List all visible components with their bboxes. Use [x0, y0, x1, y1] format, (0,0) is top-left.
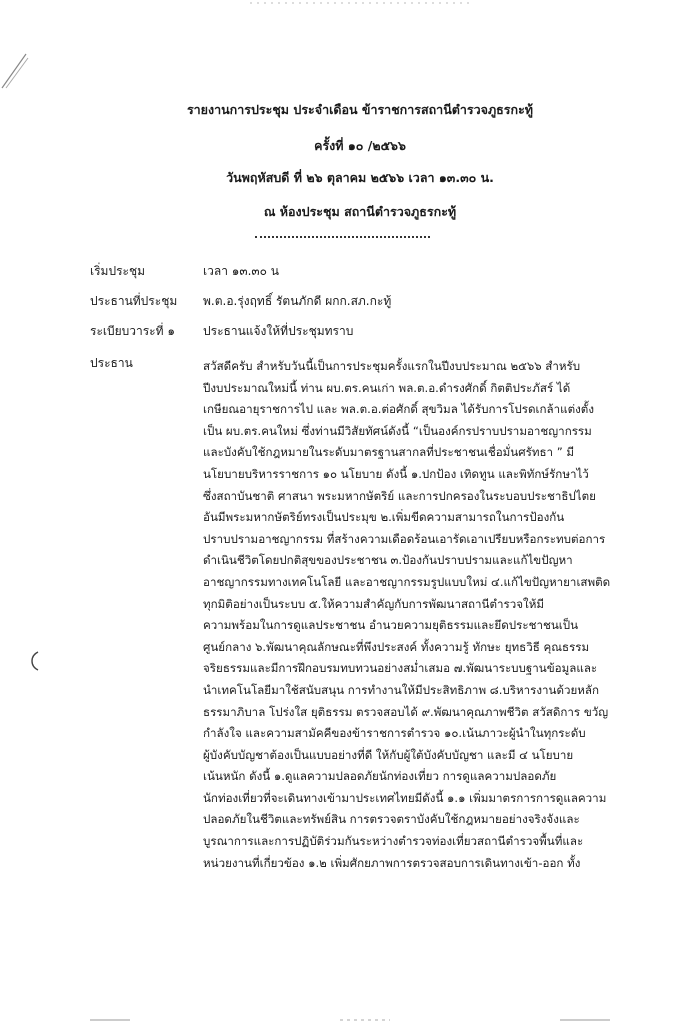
punch-hole-mark [28, 650, 42, 672]
body-line: ทุกมิติอย่างเป็นระบบ ๕.ให้ความสำคัญกับการพัฒนาสถานีตำรวจให้มี [203, 596, 545, 611]
meeting-venue: ณ ห้องประชุม สถานีตำรวจภูธรกะทู้ [263, 204, 457, 219]
body-line: ปลอดภัยในชีวิตและทรัพย์สิน การตรวจตราบังคับใช้กฎหมายอย่างจริงจังและ [203, 812, 580, 827]
meeting-datetime: วันพฤหัสบดี ที่ ๒๖ ตุลาคม ๒๕๖๖ เวลา ๑๓.๓๐ น. [226, 170, 494, 185]
start-label: เริ่มประชุม [90, 264, 146, 278]
body-line: บูรณาการและการปฏิบัติร่วมกันระหว่างตำรวจท่องเที่ยวสถานีตำรวจพื้นที่และ [203, 834, 584, 849]
chair-value: พ.ต.อ.รุ่งฤทธิ์ รัตนภักดี ผกก.สภ.กะทู้ [203, 294, 392, 308]
scan-artifact-bottom [90, 1016, 610, 1024]
agenda-label: ระเบียบวาระที่ ๑ [90, 324, 175, 338]
body-line: เน้นหนัก ดังนี้ ๑.ดูแลความปลอดภัยนักท่องเที่ยว การดูแลความปลอดภัย [203, 769, 557, 784]
body-line: และบังคับใช้กฎหมายในระดับมาตรฐานสากลที่ประชาชนเชื่อมั่นศรัทธา ” มี [203, 445, 575, 460]
scan-artifact-top [250, 0, 470, 6]
agenda-value: ประธานแจ้งให้ที่ประชุมทราบ [203, 324, 354, 338]
body-line: หน่วยงานที่เกี่ยวข้อง ๑.๒ เพิ่มศักยภาพการตรวจสอบการเดินทางเข้า-ออก ทั้ง [203, 855, 581, 870]
body-line: เป็น ผบ.ตร.คนใหม่ ซึ่งท่านมีวิสัยทัศน์ดังนี้ “เป็นองค์กรปราบปรามอาชญากรรม [203, 423, 592, 438]
speech-body [203, 356, 611, 874]
body-line: นำเทคโนโลยีมาใช้สนับสนุน การทำงานให้มีประสิทธิภาพ ๘.บริหารงานด้วยหลัก [203, 682, 600, 697]
body-line: ปีงบประมาณใหม่นี้ ท่าน ผบ.ตร.คนเก่า พล.ต.อ.ดำรงศักดิ์ กิตติประภัสร์ ได้ [203, 380, 571, 395]
chair-label: ประธานที่ประชุม [90, 294, 178, 308]
scan-artifact-corner [0, 50, 30, 90]
body-line: ความพร้อมในการดูแลประชาชน อำนวยความยุติธรรมและยึดประชาชนเป็น [203, 618, 578, 633]
start-value: เวลา ๑๓.๓๐ น [203, 264, 279, 278]
body-line: เกษียณอายุราชการไป และ พล.ต.อ.ต่อศักดิ์ สุขวิมล ได้รับการโปรดเกล้าแต่งตั้ง [203, 402, 594, 417]
body-line: ผู้บังคับบัญชาต้องเป็นแบบอย่างที่ดี ให้กับผู้ใต้บังคับบัญชา และมี ๔ นโยบาย [203, 747, 574, 762]
body-line: ซึ่งสถาบันชาติ ศาสนา พระมหากษัตริย์ และการปกครองในระบอบประชาธิปไตย [203, 488, 596, 503]
body-line: อาชญากรรมทางเทคโนโลยี และอาชญากรรมรูปแบบใหม่ ๔.แก้ไขปัญหายาเสพติด [203, 574, 611, 589]
report-title: รายงานการประชุม ประจำเดือน ข้าราชการสถานีตำรวจภูธรกะทู้ [186, 102, 534, 117]
body-line: อันมีพระมหากษัตริย์ทรงเป็นประมุข ๒.เพิ่มขีดความสามารถในการป้องกัน [203, 510, 565, 525]
body-line: ปราบปรามอาชญากรรม ที่สร้างความเดือดร้อนเอารัดเอาเปรียบหรือกระทบต่อการ [203, 531, 606, 546]
speaker-label: ประธาน [90, 356, 133, 370]
body-line: สวัสดีครับ สำหรับวันนี้เป็นการประชุมครั้งแรกในปีงบประมาณ ๒๕๖๖ สำหรับ [203, 359, 581, 373]
body-line: ศูนย์กลาง ๖.พัฒนาคุณลักษณะที่พึงประสงค์ ทั้งความรู้ ทักษะ ยุทธวิธี คุณธรรม [203, 639, 590, 654]
body-line: นโยบายบริหารราชการ ๑๐ นโยบาย ดังนี้ ๑.ปกป้อง เทิดทูน และพิทักษ์รักษาไว้ [203, 466, 589, 481]
meeting-number: ครั้งที่ ๑๐ /๒๕๖๖ [314, 138, 406, 153]
body-line: ดำเนินชีวิตโดยปกติสุขของประชาชน ๓.ป้องกันปราบปรามและแก้ไขปัญหา [203, 553, 573, 568]
body-line: จริยธรรมและมีการฝึกอบรมทบทวนอย่างสม่ำเสมอ ๗.พัฒนาระบบฐานข้อมูลและ [203, 661, 598, 676]
body-line: ธรรมาภิบาล โปร่งใส ยุติธรรม ตรวจสอบได้ ๙.พัฒนาคุณภาพชีวิต สวัสดิการ ขวัญ [203, 704, 609, 719]
body-line: กำลังใจ และความสามัคคีของข้าราชการตำรวจ ๑๐.เน้นภาวะผู้นำในทุกระดับ [203, 726, 586, 741]
header-dotted-divider [255, 236, 430, 238]
body-line: นักท่องเที่ยวที่จะเดินทางเข้ามาประเทศไทยมีดังนี้ ๑.๑ เพิ่มมาตรการการดูแลความ [203, 790, 607, 805]
